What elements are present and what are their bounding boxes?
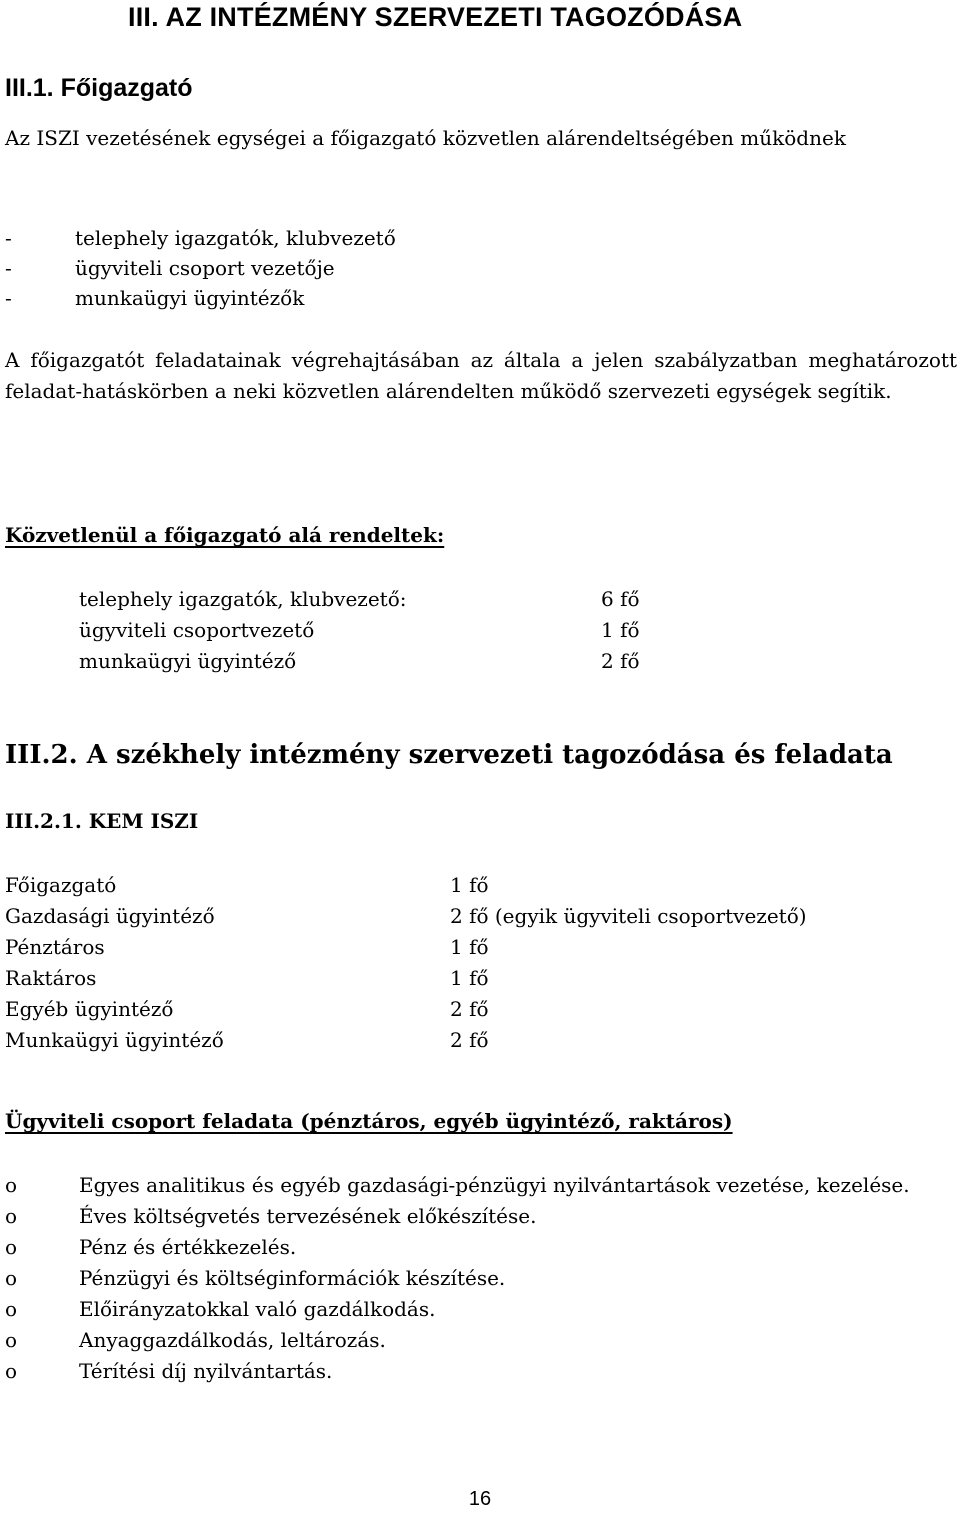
staff-count: 2 fő [450,1028,489,1052]
bullet-marker: o [5,1328,18,1352]
list-item [5,253,396,283]
table-row [79,646,779,677]
list-item [5,1356,957,1387]
direct-staff-table [79,584,779,677]
list-item [5,1170,957,1201]
list-item [5,223,396,253]
list-item-text: Térítési díj nyilvántartás. [79,1359,333,1383]
table-row [5,870,905,901]
list-item-text: Egyes analitikus és egyéb gazdasági-pénzügyi nyilvántartások vezetése, kezelése. [79,1173,910,1197]
table-row [5,994,905,1025]
staff-role: munkaügyi ügyintéző [79,649,297,673]
bullet-marker: o [5,1235,18,1259]
list-item-text: munkaügyi ügyintézők [75,286,305,310]
list-item-text: telephely igazgatók, klubvezető [75,226,396,250]
section-heading-szekhely: III.2. A székhely intézmény szervezeti tagozódása és feladata [5,740,893,770]
list-item [5,1201,957,1232]
staff-role: Főigazgató [5,873,117,897]
list-item-text: Előirányzatokkal való gazdálkodás. [79,1297,436,1321]
list-item [5,1294,957,1325]
bullet-marker: o [5,1359,18,1383]
dash-bullet: - [5,286,12,310]
table-row [5,963,905,994]
list-item-text: Éves költségvetés tervezésének előkészítése. [79,1204,537,1228]
page-number: 16 [468,1488,492,1510]
bullet-marker: o [5,1297,18,1321]
staff-role: Raktáros [5,966,97,990]
list-item [5,1263,957,1294]
table-row [5,1025,905,1056]
intro-paragraph: Az ISZI vezetésének egységei a főigazgató közvetlen alárendeltségében működnek [5,126,846,150]
staff-count: 2 fő [601,649,640,673]
staff-count: 1 fő [450,873,489,897]
dash-bullet: - [5,256,12,280]
staff-count: 1 fő [450,935,489,959]
subsection-heading-kem-iszi: III.2.1. KEM ISZI [5,809,199,833]
staff-count: 1 fő [601,618,640,642]
tasks-list [5,1170,957,1387]
list-item-text: Anyaggazdálkodás, leltározás. [79,1328,386,1352]
list-item [5,1232,957,1263]
staff-count: 2 fő [450,997,489,1021]
tasks-heading: Ügyviteli csoport feladata (pénztáros, egyéb ügyintéző, raktáros) [5,1109,733,1133]
staff-role: Munkaügyi ügyintéző [5,1028,224,1052]
staff-role: ügyviteli csoportvezető [79,618,315,642]
bullet-marker: o [5,1266,18,1290]
list-item-text: Pénzügyi és költséginformációk készítése. [79,1266,506,1290]
staff-count: 2 fő (egyik ügyviteli csoportvezető) [450,904,807,928]
responsibility-paragraph: A főigazgatót feladatainak végrehajtásában az általa a jelen szabályzatban meghatározott feladat-hatáskörben a neki közvetlen alárendelten működő szervezeti egységek segítik. [5,348,957,403]
dash-bullet: - [5,226,12,250]
bullet-marker: o [5,1173,18,1197]
direct-subordinates-heading: Közvetlenül a főigazgató alá rendeltek: [5,523,445,547]
section-heading-fougazgato: III.1. Főigazgató [5,74,193,102]
staff-role: telephely igazgatók, klubvezető: [79,587,407,611]
unit-list [5,223,396,313]
table-row [79,615,779,646]
staff-count: 6 fő [601,587,640,611]
list-item-text: ügyviteli csoport vezetője [75,256,335,280]
staff-role: Pénztáros [5,935,105,959]
staff-count: 1 fő [450,966,489,990]
bullet-marker: o [5,1204,18,1228]
table-row [79,584,779,615]
table-row [5,932,905,963]
staff-role: Egyéb ügyintéző [5,997,174,1021]
page-title: III. AZ INTÉZMÉNY SZERVEZETI TAGOZÓDÁSA [128,2,743,32]
staff-role: Gazdasági ügyintéző [5,904,215,928]
list-item-text: Pénz és értékkezelés. [79,1235,297,1259]
table-row [5,901,905,932]
kem-iszi-staff-table [5,870,905,1056]
list-item [5,1325,957,1356]
list-item [5,283,396,313]
